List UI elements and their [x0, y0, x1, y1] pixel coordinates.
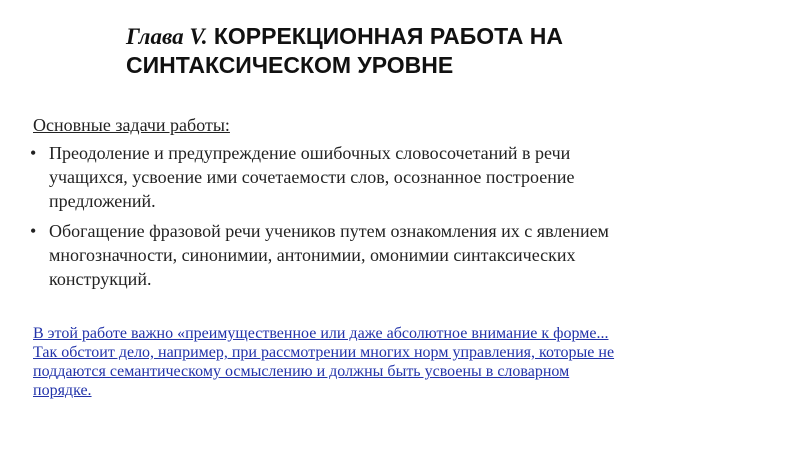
title-chapter-label: Глава V.: [126, 24, 208, 49]
quote-line: Так обстоит дело, например, при рассмотрении многих норм управления, которые не: [33, 344, 615, 361]
bullet-line: Преодоление и предупреждение ошибочных словосочетаний в речи: [49, 143, 571, 163]
quote-link[interactable]: [33, 324, 733, 400]
list-item: [29, 141, 729, 213]
quote-line: поддаются семантическому осмыслению и должны быть усвоены в словарном: [33, 363, 570, 380]
title-line-2: СИНТАКСИЧЕСКОМ УРОВНЕ: [126, 52, 454, 78]
task-list: [29, 141, 729, 291]
bullet-icon: •: [30, 143, 37, 163]
quote-line: В этой работе важно «преимущественное или даже абсолютное внимание к форме...: [33, 325, 609, 342]
bullet-line: предложений.: [49, 191, 156, 211]
page-title: [126, 22, 746, 80]
title-line-1: КОРРЕКЦИОННАЯ РАБОТА НА: [207, 23, 563, 49]
bullet-line: учащихся, усвоение ими сочетаемости слов, осознанное построение: [49, 167, 575, 187]
list-item: [29, 219, 729, 291]
bullet-icon: •: [30, 221, 37, 241]
bullet-line: конструкций.: [49, 269, 152, 289]
section-subtitle: Основные задачи работы:: [33, 115, 230, 135]
quote-line: порядке.: [33, 382, 92, 399]
bullet-line: многозначности, синонимии, антонимии, омонимии синтаксических: [49, 245, 576, 265]
bullet-line: Обогащение фразовой речи учеников путем ознакомления их с явлением: [49, 221, 609, 241]
